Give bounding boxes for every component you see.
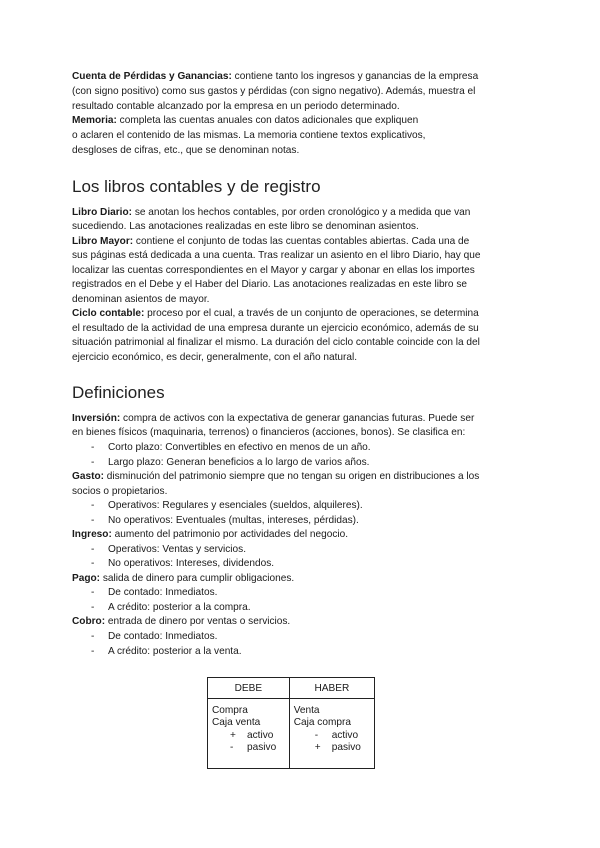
list-item-text: A crédito: posterior a la venta. xyxy=(108,646,242,657)
sign-symbol: - xyxy=(230,742,234,754)
inversion-term: Inversión: xyxy=(72,413,121,424)
list-item-text: Corto plazo: Convertibles en efectivo en menos de un año. xyxy=(108,442,371,453)
list-item-text: No operativos: Eventuales (multas, intereses, pérdidas). xyxy=(108,515,359,526)
haber-sign-row xyxy=(294,730,374,742)
mayor-term: Libro Mayor: xyxy=(72,236,134,247)
gasto-term: Gasto: xyxy=(72,471,104,482)
perdidas-line-3: resultado contable alcanzado por la empresa en un periodo determinado. xyxy=(72,101,400,112)
ingreso-text: aumento del patrimonio por actividades del negocio. xyxy=(111,529,349,540)
inversion-line-1 xyxy=(72,412,474,427)
mayor-text: contiene el conjunto de todas las cuentas contables abiertas. Cada una de xyxy=(133,236,470,247)
list-item-text: Operativos: Ventas y servicios. xyxy=(108,544,247,555)
list-item xyxy=(91,601,251,616)
list-item xyxy=(91,645,242,660)
haber-line-venta: Venta xyxy=(293,705,320,716)
debe-header: DEBE xyxy=(208,678,290,699)
list-item xyxy=(91,543,246,558)
pago-term: Pago: xyxy=(72,573,101,584)
mayor-line-1 xyxy=(72,235,469,250)
list-item xyxy=(91,514,359,529)
ingreso-term: Ingreso: xyxy=(72,529,112,540)
haber-sign-row xyxy=(294,742,374,754)
bullet-dash: - xyxy=(91,587,95,598)
debe-cell xyxy=(208,699,290,769)
pago-line xyxy=(72,572,294,587)
perdidas-line-2: (con signo positivo) como sus gastos y pérdidas (con signo negativo). Además, muestra el xyxy=(72,86,476,97)
list-item-text: No operativos: Intereses, dividendos. xyxy=(108,558,275,569)
list-item xyxy=(91,456,369,471)
list-item-text: Largo plazo: Generan beneficios a lo largo de varios años. xyxy=(108,457,370,468)
ciclo-line-4: ejercicio económico, es decir, generalmente, con el año natural. xyxy=(72,352,358,363)
list-item-text: De contado: Inmediatos. xyxy=(108,631,218,642)
sign-symbol: + xyxy=(230,729,236,741)
gasto-text: disminución del patrimonio siempre que no tengan su origen en distribuciones a los xyxy=(103,471,480,482)
cobro-term: Cobro: xyxy=(72,616,106,627)
bullet-dash: - xyxy=(91,544,95,555)
memoria-text: completa las cuentas anuales con datos adicionales que expliquen xyxy=(116,115,419,126)
bullet-dash: - xyxy=(91,515,95,526)
gasto-line-1 xyxy=(72,470,479,485)
ingreso-line xyxy=(72,528,348,543)
perdidas-text: contiene tanto los ingresos y ganancias de la empresa xyxy=(231,71,479,82)
memoria-line-3: desgloses de cifras, etc., que se denominan notas. xyxy=(72,145,300,156)
ledger-body-row xyxy=(208,699,375,769)
ledger-table xyxy=(207,677,375,769)
section-heading-libros: Los libros contables y de registro xyxy=(72,177,321,196)
list-item xyxy=(91,586,217,601)
bullet-dash: - xyxy=(91,457,95,468)
list-item-text: De contado: Inmediatos. xyxy=(108,587,218,598)
ciclo-term: Ciclo contable: xyxy=(72,308,145,319)
list-item xyxy=(91,630,217,645)
ciclo-line-3: situación patrimonial al finalizar el mismo. La duración del ciclo contable coincide con la del xyxy=(72,337,480,348)
haber-header: HABER xyxy=(289,678,374,699)
sign-label: pasivo xyxy=(331,742,361,754)
mayor-line-5: denominan asientos de mayor. xyxy=(72,294,210,305)
debe-sign-row xyxy=(212,742,289,754)
mayor-line-3: localizar las cuentas correspondientes en el Mayor y cargar y abonar en ellas los importes xyxy=(72,265,475,276)
debe-sign-row xyxy=(212,730,289,742)
ciclo-line-2: el resultado de la actividad de una empresa durante un ejercicio económico, además de su xyxy=(72,323,479,334)
memoria-line-2: o aclaren el contenido de las mismas. La memoria contiene textos explicativos, xyxy=(72,130,426,141)
debe-line-compra: Compra xyxy=(212,705,248,716)
list-item xyxy=(91,557,274,572)
ciclo-text: proceso por el cual, a través de un conjunto de operaciones, se determina xyxy=(144,308,479,319)
diario-line-2: sucediendo. Las anotaciones realizadas en este libro se denominan asientos. xyxy=(72,221,419,232)
cobro-line xyxy=(72,615,290,630)
bullet-dash: - xyxy=(91,646,95,657)
sign-symbol: - xyxy=(314,729,319,741)
list-item-text: Operativos: Regulares y esenciales (sueldos, alquileres). xyxy=(108,500,363,511)
bullet-dash: - xyxy=(91,602,95,613)
ledger-header-row xyxy=(208,678,375,699)
memoria-term: Memoria: xyxy=(72,115,117,126)
list-item xyxy=(91,441,371,456)
inversion-text: compra de activos con la expectativa de generar ganancias futuras. Puede ser xyxy=(120,413,475,424)
gasto-line-2: socios o propietarios. xyxy=(72,486,168,497)
bullet-dash: - xyxy=(91,442,95,453)
pago-text: salida de dinero para cumplir obligaciones. xyxy=(100,573,295,584)
perdidas-term: Cuenta de Pérdidas y Ganancias: xyxy=(72,71,232,82)
bullet-dash: - xyxy=(91,558,95,569)
sign-symbol: + xyxy=(314,742,321,754)
cobro-text: entrada de dinero por ventas o servicios. xyxy=(105,616,291,627)
memoria-line-1 xyxy=(72,114,418,129)
list-item xyxy=(91,499,363,514)
mayor-line-4: registrados en el Debe y el Haber del Diario. Las anotaciones realizadas en este libro se xyxy=(72,279,468,290)
sign-label: activo xyxy=(247,729,274,741)
ciclo-line-1 xyxy=(72,307,479,322)
sign-label: activo xyxy=(331,729,359,741)
haber-cell xyxy=(289,699,374,769)
sign-label: pasivo xyxy=(247,742,277,754)
mayor-line-2: sus páginas está dedicada a una cuenta. Tras realizar un asiento en el libro Diario, hay que xyxy=(72,250,481,261)
diario-line-1 xyxy=(72,206,470,221)
list-item-text: A crédito: posterior a la compra. xyxy=(108,602,251,613)
haber-line-caja-compra: Caja compra xyxy=(293,717,351,729)
section-heading-definiciones: Definiciones xyxy=(72,383,165,402)
perdidas-line-1 xyxy=(72,70,478,85)
bullet-dash: - xyxy=(91,631,95,642)
inversion-line-2: en bienes físicos (maquinaria, terrenos) o financieros (acciones, bonos). Se clasifica en: xyxy=(72,427,466,438)
diario-text: se anotan los hechos contables, por orden cronológico y a medida que van xyxy=(132,207,471,218)
debe-line-caja-venta: Caja venta xyxy=(212,717,261,729)
diario-term: Libro Diario: xyxy=(72,207,133,218)
bullet-dash: - xyxy=(91,500,95,511)
